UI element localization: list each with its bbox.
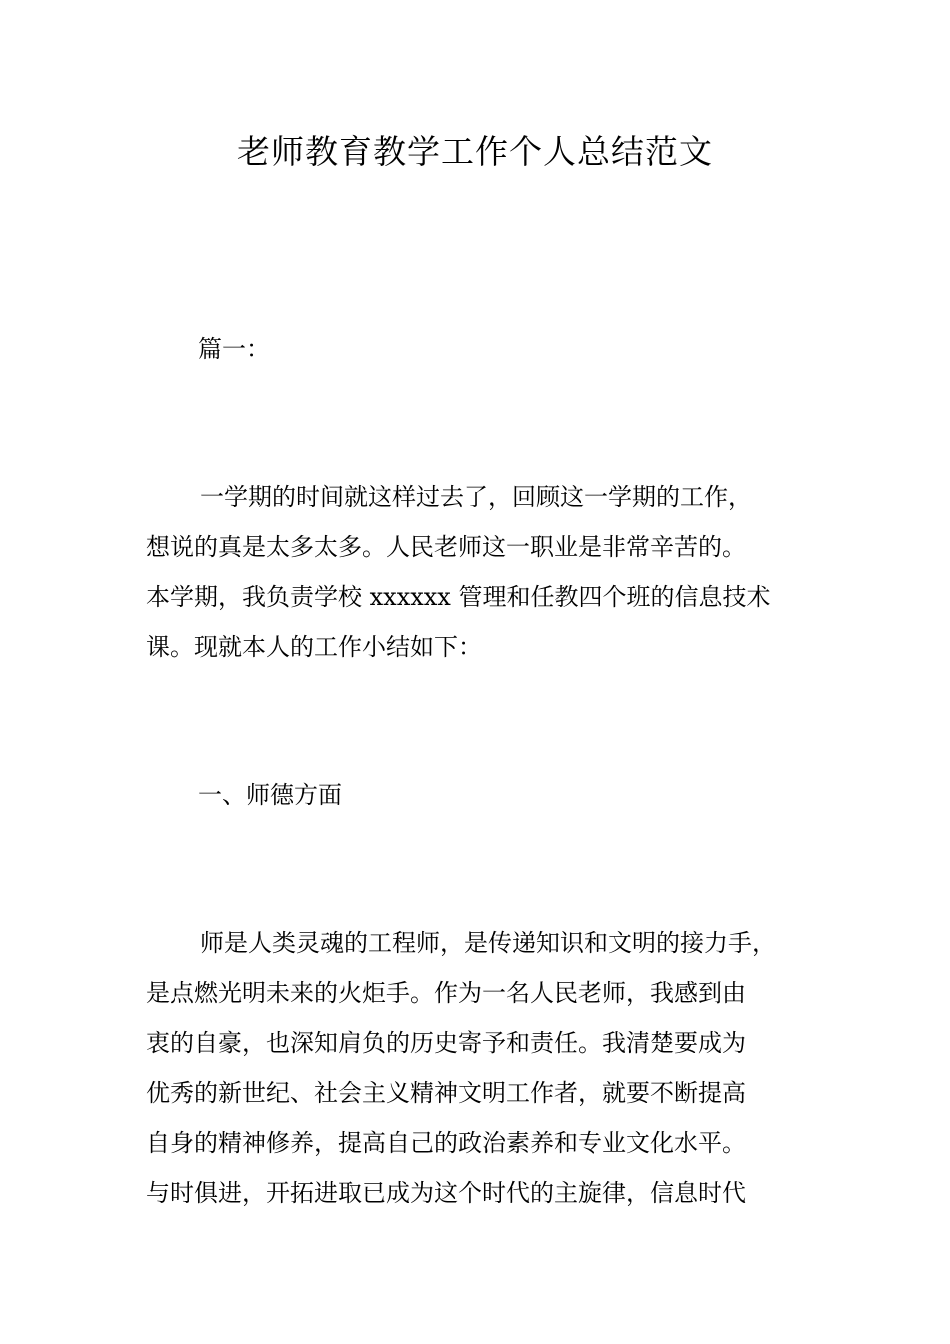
paragraph-line: 与时俱进，开拓进取已成为这个时代的主旋律，信息时代: [146, 1179, 746, 1207]
paragraph-line: 师是人类灵魂的工程师，是传递知识和文明的接力手，: [200, 929, 776, 957]
paragraph-line: 想说的真是太多太多。人民老师这一职业是非常辛苦的。: [146, 533, 746, 561]
document-title: 老师教育教学工作个人总结范文: [237, 132, 713, 171]
section-label: 篇一：: [198, 335, 270, 363]
paragraph-line: 衷的自豪，也深知肩负的历史寄予和责任。我清楚要成为: [146, 1029, 746, 1057]
section-heading: 一、师德方面: [198, 781, 342, 809]
paragraph-line: 自身的精神修养，提高自己的政治素养和专业文化水平。: [146, 1129, 746, 1157]
paragraph-line: 本学期，我负责学校 xxxxxx 管理和任教四个班的信息技术: [146, 583, 771, 611]
body-paragraph: [146, 918, 836, 1218]
paragraph-line: 课。现就本人的工作小结如下：: [146, 633, 482, 661]
paragraph-line: 是点燃光明未来的火炬手。作为一名人民老师，我感到由: [146, 979, 746, 1007]
paragraph-line: 一学期的时间就这样过去了，回顾这一学期的工作，: [200, 483, 752, 511]
paragraph-line: 优秀的新世纪、社会主义精神文明工作者，就要不断提高: [146, 1079, 746, 1107]
intro-paragraph: [146, 472, 836, 672]
